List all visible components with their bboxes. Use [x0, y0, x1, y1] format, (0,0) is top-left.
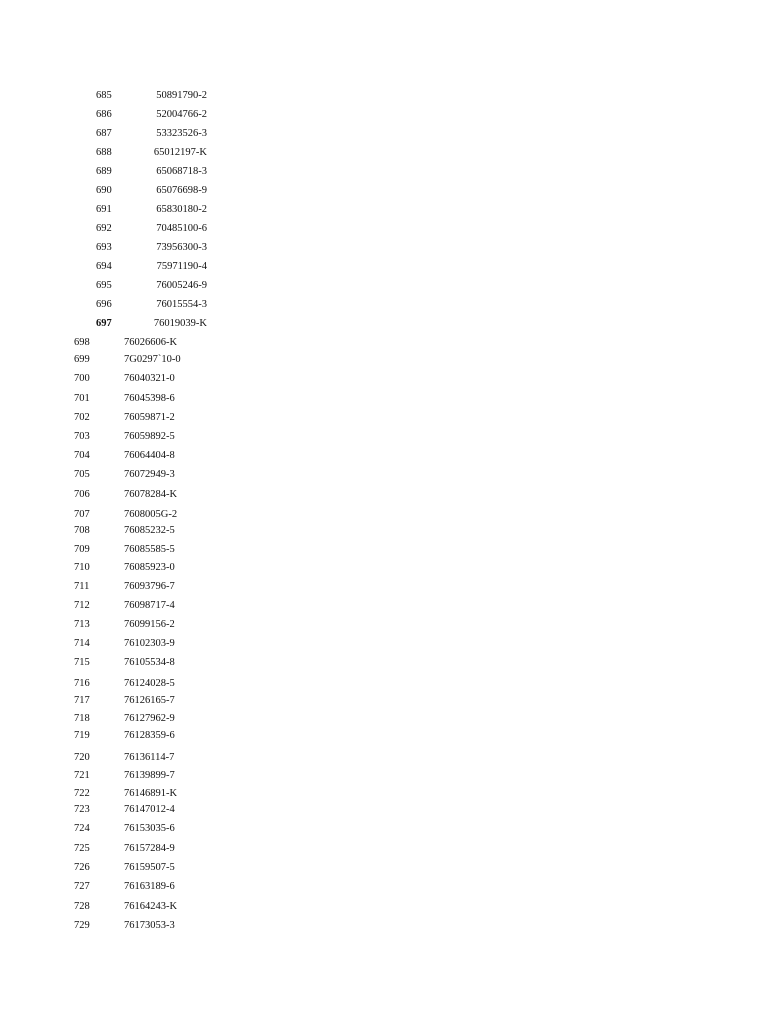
list-row — [0, 127, 768, 141]
list-row — [0, 561, 768, 575]
row-code: 76102303-9 — [124, 638, 175, 649]
row-number: 694 — [96, 261, 112, 272]
row-number: 709 — [74, 544, 90, 555]
row-code: 76124028-5 — [124, 678, 175, 689]
row-code: 50891790-2 — [156, 90, 207, 101]
row-code: 76093796-7 — [124, 581, 175, 592]
row-code: 76164243-K — [124, 901, 178, 912]
list-row — [0, 392, 768, 406]
row-code: 76078284-K — [124, 489, 178, 500]
list-row — [0, 900, 768, 914]
row-number: 714 — [74, 638, 90, 649]
list-row — [0, 637, 768, 651]
row-number: 725 — [74, 843, 90, 854]
list-row — [0, 580, 768, 594]
row-number: 707 — [74, 509, 90, 520]
row-code: 76136114-7 — [124, 752, 175, 763]
row-number: 696 — [96, 299, 112, 310]
row-number: 718 — [74, 713, 90, 724]
list-row — [0, 488, 768, 502]
row-number: 685 — [96, 90, 112, 101]
list-row — [0, 222, 768, 236]
row-number: 719 — [74, 730, 90, 741]
list-row — [0, 919, 768, 933]
row-code: 75971190-4 — [156, 261, 207, 272]
row-number: 692 — [96, 223, 112, 234]
list-row — [0, 880, 768, 894]
row-number: 701 — [74, 393, 90, 404]
row-number: 686 — [96, 109, 112, 120]
list-row — [0, 449, 768, 463]
row-number: 688 — [96, 147, 112, 158]
row-number: 690 — [96, 185, 112, 196]
row-number: 699 — [74, 354, 90, 365]
row-code: 76085923-0 — [124, 562, 175, 573]
list-row — [0, 411, 768, 425]
row-code: 76146891-K — [124, 788, 178, 799]
row-code: 76015554-3 — [156, 299, 207, 310]
list-row — [0, 787, 768, 801]
row-code: 76026606-K — [124, 337, 178, 348]
list-row — [0, 165, 768, 179]
row-number: 720 — [74, 752, 90, 763]
list-row — [0, 279, 768, 293]
row-number: 693 — [96, 242, 112, 253]
row-number: 708 — [74, 525, 90, 536]
row-code: 76019039-K — [153, 318, 207, 329]
row-code: 65076698-9 — [156, 185, 207, 196]
row-code: 76059871-2 — [124, 412, 175, 423]
row-code: 76059892-5 — [124, 431, 175, 442]
list-row — [0, 842, 768, 856]
list-row — [0, 712, 768, 726]
list-row — [0, 694, 768, 708]
row-code: 76005246-9 — [156, 280, 207, 291]
list-row — [0, 430, 768, 444]
row-number: 695 — [96, 280, 112, 291]
row-code: 76157284-9 — [124, 843, 175, 854]
list-row — [0, 468, 768, 482]
row-code: 76139899-7 — [124, 770, 175, 781]
list-row — [0, 203, 768, 217]
list-row — [0, 677, 768, 691]
list-row — [0, 803, 768, 817]
list-row — [0, 543, 768, 557]
row-code: 76072949-3 — [124, 469, 175, 480]
row-number: 729 — [74, 920, 90, 931]
row-code: 76064404-8 — [124, 450, 175, 461]
list-row — [0, 298, 768, 312]
row-number: 687 — [96, 128, 112, 139]
row-number: 705 — [74, 469, 90, 480]
list-row — [0, 353, 768, 367]
row-code: 52004766-2 — [156, 109, 207, 120]
list-row — [0, 822, 768, 836]
row-number: 706 — [74, 489, 90, 500]
row-code: 76153035-6 — [124, 823, 175, 834]
row-number: 723 — [74, 804, 90, 815]
list-row — [0, 769, 768, 783]
row-code: 76128359-6 — [124, 730, 175, 741]
row-code: 76147012-4 — [124, 804, 175, 815]
row-code: 70485100-6 — [156, 223, 207, 234]
list-row — [0, 108, 768, 122]
list-row — [0, 336, 768, 350]
row-code: 7G0297`10-0 — [124, 354, 181, 365]
row-number: 717 — [74, 695, 90, 706]
row-code: 76163189-6 — [124, 881, 175, 892]
row-number: 722 — [74, 788, 90, 799]
row-number: 727 — [74, 881, 90, 892]
row-code: 76105534-8 — [124, 657, 175, 668]
row-code: 65068718-3 — [156, 166, 207, 177]
list-row — [0, 618, 768, 632]
row-number: 728 — [74, 901, 90, 912]
list-row — [0, 372, 768, 386]
list-row — [0, 146, 768, 160]
row-code: 65012197-K — [153, 147, 207, 158]
row-code: 76040321-0 — [124, 373, 175, 384]
list-row — [0, 508, 768, 522]
row-code: 76085585-5 — [124, 544, 175, 555]
row-number: 724 — [74, 823, 90, 834]
row-code: 76098717-4 — [124, 600, 175, 611]
row-number: 704 — [74, 450, 90, 461]
row-number: 689 — [96, 166, 112, 177]
row-code: 76126165-7 — [124, 695, 175, 706]
list-row — [0, 184, 768, 198]
row-code: 73956300-3 — [156, 242, 207, 253]
row-code: 76045398-6 — [124, 393, 175, 404]
row-number: 700 — [74, 373, 90, 384]
row-code: 76099156-2 — [124, 619, 175, 630]
row-number: 721 — [74, 770, 90, 781]
row-code: 65830180-2 — [156, 204, 207, 215]
row-code: 76173053-3 — [124, 920, 175, 931]
list-row — [0, 729, 768, 743]
list-row — [0, 260, 768, 274]
row-number: 691 — [96, 204, 112, 215]
row-number: 716 — [74, 678, 90, 689]
row-number: 702 — [74, 412, 90, 423]
row-number: 710 — [74, 562, 90, 573]
list-row — [0, 89, 768, 103]
row-code: 76159507-5 — [124, 862, 175, 873]
row-code: 53323526-3 — [156, 128, 207, 139]
row-code: 7608005G-2 — [124, 509, 178, 520]
row-number: 712 — [74, 600, 90, 611]
row-number: 697 — [96, 318, 112, 329]
list-row — [0, 241, 768, 255]
row-number: 713 — [74, 619, 90, 630]
list-row — [0, 599, 768, 613]
list-row — [0, 861, 768, 875]
row-number: 703 — [74, 431, 90, 442]
row-number: 698 — [74, 337, 90, 348]
list-row — [0, 656, 768, 670]
row-number: 711 — [74, 581, 90, 592]
row-code: 76127962-9 — [124, 713, 175, 724]
list-row — [0, 751, 768, 765]
row-code: 76085232-5 — [124, 525, 175, 536]
list-row — [0, 524, 768, 538]
row-number: 715 — [74, 657, 90, 668]
list-row — [0, 317, 768, 331]
row-number: 726 — [74, 862, 90, 873]
